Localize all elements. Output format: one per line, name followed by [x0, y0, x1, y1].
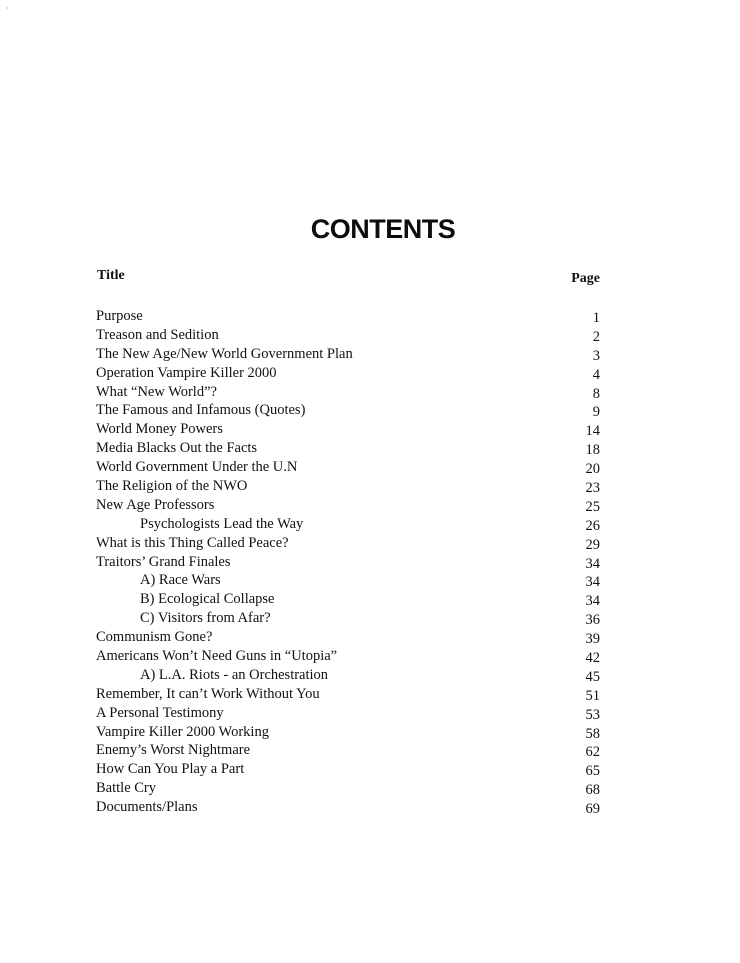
entry-title: Treason and Sedition: [96, 326, 219, 343]
toc-subentry: [96, 609, 600, 628]
entry-page: 18: [585, 442, 600, 459]
entry-title: A) L.A. Riots - an Orchestration: [140, 666, 329, 683]
entry-page: 62: [585, 744, 600, 761]
page-column-header: Page: [571, 271, 600, 286]
toc-entry: [96, 439, 600, 458]
entry-page: 34: [585, 555, 600, 572]
entry-page: 51: [585, 687, 600, 704]
scan-speck: ·: [6, 4, 9, 13]
entry-title: Vampire Killer 2000 Working: [96, 723, 269, 740]
toc-entry: [96, 534, 600, 553]
toc-entry: [96, 760, 600, 779]
toc-entry: [96, 420, 600, 439]
entry-title: Operation Vampire Killer 2000: [96, 364, 277, 381]
entry-title: What is this Thing Called Peace?: [96, 534, 289, 551]
entry-page: 53: [585, 706, 600, 723]
entry-page: 29: [585, 536, 600, 553]
entry-page: 68: [585, 782, 600, 799]
entry-title: World Money Powers: [96, 421, 223, 438]
toc-entry: [96, 383, 600, 402]
entry-page: 45: [585, 668, 600, 685]
toc-entry: [96, 326, 600, 345]
entry-page: 65: [585, 763, 600, 780]
entry-page: 36: [585, 612, 600, 629]
entry-title: Battle Cry: [96, 780, 157, 797]
entry-title: The Famous and Infamous (Quotes): [96, 402, 306, 419]
entry-page: 42: [585, 650, 600, 667]
entry-page: 20: [585, 461, 600, 478]
entry-title: B) Ecological Collapse: [140, 591, 275, 608]
entry-page: 8: [592, 385, 600, 402]
entry-title: Americans Won’t Need Guns in “Utopia”: [96, 648, 338, 665]
entry-title: Media Blacks Out the Facts: [96, 440, 258, 457]
entry-page: 23: [585, 480, 600, 497]
entry-page: 39: [585, 631, 600, 648]
entry-page: 1: [592, 310, 600, 326]
toc-entry: [96, 345, 600, 364]
toc-entry: [96, 401, 600, 420]
toc-subentry: [96, 590, 600, 609]
toc-entry: [96, 685, 600, 704]
toc-entry: [96, 741, 600, 760]
entry-page: 2: [592, 328, 600, 345]
entry-page: 4: [592, 366, 600, 383]
toc-entry: [96, 628, 600, 647]
entry-page: 9: [592, 404, 600, 421]
toc-entry: [96, 647, 600, 666]
toc-entry: [96, 477, 600, 496]
entry-page: 34: [585, 593, 600, 610]
toc-entry: [96, 307, 600, 326]
toc-subentry: [96, 571, 600, 590]
entry-page: 26: [585, 517, 600, 534]
entry-page: 14: [585, 423, 600, 440]
toc-subentry: [96, 515, 600, 534]
toc-entry: [96, 704, 600, 723]
entry-page: 69: [585, 801, 600, 818]
toc-entry: [96, 553, 600, 572]
toc-entry: [96, 496, 600, 515]
entry-title: A Personal Testimony: [96, 704, 224, 721]
page-heading: CONTENTS: [310, 214, 456, 245]
entry-title: Psychologists Lead the Way: [140, 515, 304, 532]
entry-title: A) Race Wars: [140, 572, 221, 589]
toc-entry: [96, 458, 600, 477]
entry-title: What “New World”?: [96, 383, 217, 400]
entry-page: 58: [585, 725, 600, 742]
entry-title: New Age Professors: [96, 496, 215, 513]
entry-page: 3: [592, 347, 600, 364]
entry-title: The Religion of the NWO: [96, 478, 248, 495]
entry-title: Remember, It can’t Work Without You: [96, 685, 320, 702]
entry-title: Enemy’s Worst Nightmare: [96, 742, 251, 759]
entry-title: Documents/Plans: [96, 799, 198, 816]
entry-title: Communism Gone?: [96, 629, 213, 646]
toc-subentry: [96, 666, 600, 685]
entry-title: C) Visitors from Afar?: [140, 610, 271, 627]
entry-title: Traitors’ Grand Finales: [96, 553, 231, 570]
entry-title: How Can You Play a Part: [96, 761, 245, 778]
toc-entry: [96, 364, 600, 383]
entry-page: 34: [585, 574, 600, 591]
toc-entry: [96, 798, 600, 817]
entry-title: World Government Under the U.N: [96, 459, 298, 476]
entry-title: Purpose: [96, 308, 143, 324]
toc-entry: [96, 779, 600, 798]
title-column-header: Title: [97, 268, 125, 283]
entry-title: The New Age/New World Government Plan: [96, 345, 353, 362]
entry-page: 25: [585, 498, 600, 515]
contents-list: [96, 307, 600, 817]
toc-entry: [96, 723, 600, 742]
